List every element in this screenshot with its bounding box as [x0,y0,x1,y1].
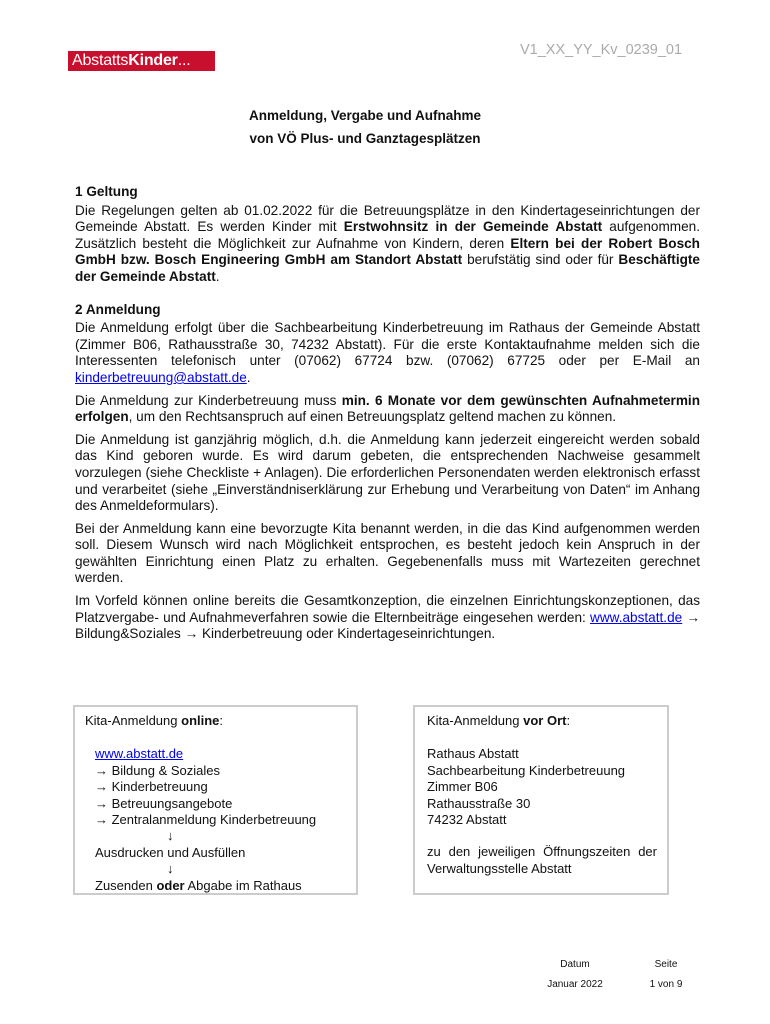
bold-text: vor Ort [523,713,567,728]
text: . [246,369,251,385]
address-line: 74232 Abstatt [427,812,507,828]
address-line: Rathausstraße 30 [427,795,531,811]
doc-title-line2: von VÖ Plus- und Ganztagesplätzen [249,131,481,146]
text: Abgabe im Rathaus [184,877,302,893]
paragraph [75,203,700,286]
bold-text: oder [156,877,185,893]
website-link[interactable]: www.abstatt.de [590,609,683,625]
text: . [215,268,220,284]
website-link[interactable]: www.abstatt.de [95,746,184,762]
section-heading: 1 Geltung [75,184,138,199]
bold-text: min. 6 Monate vor dem gewünschten Aufnahmetermin erfolgen [75,392,700,425]
text: Die Regelungen gelten ab 01.02.2022 für die Betreuungsplätze in den Kindertageseinrichtungen der Gemeinde Abstatt. Es werden Kinder mit [75,202,700,235]
box-title [85,713,346,729]
bold-text: Eltern bei der Robert Bosch GmbH bzw. Bosch Engineering GmbH am Standort Abstatt [75,235,700,268]
bold-text: Beschäftigte der Gemeinde Abstatt [75,252,700,284]
text: , um den Rechtsanspruch auf einen Betreuungsplatz geltend machen zu können. [128,409,617,425]
paragraph: Bei der Anmeldung kann eine bevorzugte Kita benannt werden, in die das Kind aufgenommen werden soll. Diesem Wunsch wird nach Möglichkeit entsprochen, es besteht jedoch kein Anspruch in der gewählten Einrichtung einen Platz zu erhalten. Gegebenenfalls muss mit Wartezeiten gerechnet werden. [75,520,700,586]
footer-date-label: Datum [560,959,590,970]
document-body [75,184,700,649]
text: : [219,713,224,728]
logo [68,51,215,71]
text: Kita-Anmeldung [427,713,524,728]
footer-page: 1 von 9 [649,979,683,990]
online-registration-box [73,705,358,895]
text: aufgenommen. Zusätzlich besteht die Möglichkeit zur Aufnahme von Kindern, deren [75,219,700,251]
bold-text: online [181,713,220,728]
paragraph [75,393,700,426]
bold-text: Erstwohnsitz in der Gemeinde Abstatt [343,219,603,235]
step: → Kinderbetreuung [95,779,208,795]
down-arrow-icon: ↓ [167,861,174,877]
text: Im Vorfeld können online bereits die Gesamtkonzeption, die einzelnen Einrichtungskonzeptionen, das Platzvergabe- und Aufnahmeverfahren sowie die Elternbeiträge eingesehen werden: [75,593,700,625]
paragraph [75,320,700,386]
text: → Bildung&Soziales → Kinderbetreuung oder Kindertageseinrichtungen. [75,609,700,642]
doc-title-line1: Anmeldung, Vergabe und Aufnahme [248,108,482,123]
box-title [427,713,657,729]
address-line: Rathaus Abstatt [427,746,519,762]
logo-text-bold: Kinder [128,52,178,69]
section-heading: 2 Anmeldung [75,301,161,317]
down-arrow-icon: ↓ [167,828,174,844]
text: Kita-Anmeldung [85,713,182,728]
paragraph: Die Anmeldung ist ganzjährig möglich, d.h. die Anmeldung kann jederzeit eingereicht werden sobald das Kind geboren wurde. Es wird darum gebeten, die entsprechenden Nachweise gesammelt vorzulegen (siehe Checkliste + Anlagen). Die erforderlichen Personendaten werden elektronisch erfasst und verarbeitet (siehe „Einverständniserklärung zur Erhebung und Verarbeitung von Daten“ im Anhang des Anmeldeformulars). [75,431,700,514]
logo-suffix: ... [177,52,191,69]
footer-page-label: Seite [654,959,678,970]
email-link[interactable]: kinderbetreuung@abstatt.de [75,369,247,385]
step: → Bildung & Soziales [95,762,221,778]
logo-text: Abstatts [72,52,129,69]
paragraph [75,593,700,643]
step: → Zentralanmeldung Kinderbetreuung [95,812,317,828]
text: Zusenden [95,877,157,893]
step: Ausdrucken und Ausfüllen [95,844,246,860]
text: : [566,713,571,728]
text: Die Anmeldung erfolgt über die Sachbearbeitung Kinderbetreuung im Rathaus der Gemeinde Abstatt (Zimmer B06, Rathausstraße 30, 74232 Abstatt). Für die erste Kontaktaufnahme melden sich die Interessenten telefonisch unter (07062) 67724 bzw. (07062) 67725 oder per E-Mail an [75,320,700,369]
text: berufstätig sind oder für [462,252,619,268]
opening-hours: zu den jeweiligen Öffnungszeiten der Verwaltungsstelle Abstatt [427,844,657,876]
step: → Betreuungsangebote [95,795,233,811]
version-code: V1_XX_YY_Kv_0239_01 [520,42,683,58]
address-line: Sachbearbeitung Kinderbetreuung [427,762,626,778]
text: Die Anmeldung zur Kinderbetreuung muss [75,392,342,408]
footer-date: Januar 2022 [547,979,603,990]
step [95,878,346,894]
local-registration-box [413,705,669,895]
address-line: Zimmer B06 [427,779,498,795]
